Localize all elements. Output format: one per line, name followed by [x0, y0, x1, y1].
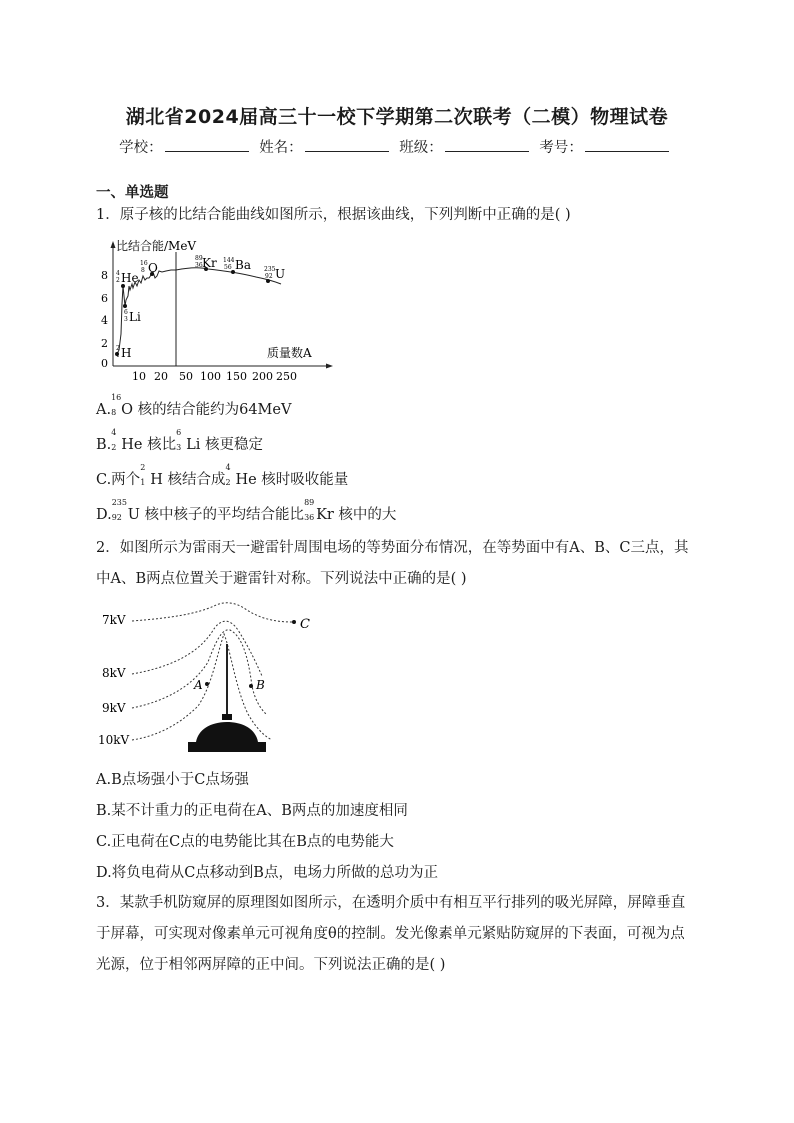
u-z: 92 [265, 273, 273, 280]
y-axis-label: 比结合能/MeV [116, 239, 197, 253]
q1-stem: 1．原子核的比结合能曲线如图所示，根据该曲线，下列判断中正确的是( ) [96, 207, 571, 223]
h-z: 1 [116, 352, 120, 359]
he-z: 2 [116, 277, 120, 284]
student-info-line [0, 136, 794, 157]
o-mass: 16 [140, 260, 148, 267]
q1-option-d[interactable]: D. 235 92 U 核中核子的平均结合能比 89 36 Kr 核中的大 [96, 498, 397, 523]
kr-mass: 89 [195, 255, 203, 262]
label-a: A [194, 678, 203, 692]
equipotential-8kv [132, 621, 262, 676]
q2-option-c[interactable]: C.正电荷在C点的电势能比其在B点的电势能大 [96, 834, 394, 850]
x-tick: 200 [252, 370, 273, 383]
kr-label: Kr [202, 256, 217, 270]
binding-energy-curve [117, 268, 281, 354]
name-blank[interactable] [305, 137, 389, 152]
y-tick: 8 [101, 269, 108, 282]
q1-option-c[interactable]: C.两个 2 1 H 核结合成 4 2 He 核时吸收能量 [96, 463, 349, 488]
x-axis-label: 质量数A [267, 346, 312, 360]
x-tick: 50 [179, 370, 193, 383]
label-8kv: 8kV [102, 666, 126, 680]
x-tick: 100 [200, 370, 221, 383]
label-7kv: 7kV [102, 613, 126, 627]
li-z: 3 [124, 316, 128, 323]
u-label: U [275, 267, 286, 281]
u-mass: 235 [264, 266, 276, 273]
q1-option-a[interactable]: A. 16 8 O 核的结合能约为64MeV [96, 393, 292, 418]
point-c [292, 620, 296, 624]
point-li6 [123, 304, 127, 308]
ba-label: Ba [235, 258, 251, 272]
lightning-rod-figure [96, 596, 336, 760]
kr-z: 36 [195, 262, 203, 269]
exam-title: 湖北省2024届高三十一校下学期第二次联考（二模）物理试卷 [125, 106, 669, 128]
x-axis-arrow [326, 364, 333, 369]
x-tick: 150 [226, 370, 247, 383]
he-label: He [121, 271, 139, 285]
section-heading: 一、单选题 [96, 185, 169, 201]
q2-option-b[interactable]: B.某不计重力的正电荷在A、B两点的加速度相同 [96, 803, 408, 819]
he-mass: 4 [116, 270, 120, 277]
y-tick: 0 [101, 357, 108, 370]
label-10kv: 10kV [98, 733, 130, 747]
binding-energy-chart [96, 238, 336, 386]
y-axis-arrow [111, 241, 116, 248]
x-tick: 20 [154, 370, 168, 383]
ba-z: 56 [224, 264, 232, 271]
x-tick: 250 [276, 370, 297, 383]
o-z: 8 [141, 267, 145, 274]
exam-number-label: 考号： [539, 140, 583, 156]
ba-mass: 144 [223, 257, 235, 264]
dome [196, 722, 258, 742]
q2-option-a[interactable]: A.B点场强小于C点场强 [96, 772, 249, 788]
label-9kv: 9kV [102, 701, 126, 715]
point-b [249, 684, 253, 688]
rod-base [222, 714, 232, 720]
q2-option-d[interactable]: D.将负电荷从C点移动到B点，电场力所做的总功为正 [96, 865, 438, 881]
class-blank[interactable] [445, 137, 529, 152]
label-b: B [256, 678, 265, 692]
y-tick: 4 [101, 314, 108, 327]
name-label: 姓名： [259, 140, 303, 156]
equipotential-7kv [132, 603, 292, 622]
point-a [205, 682, 209, 686]
label-c: C [300, 617, 310, 632]
y-tick: 2 [101, 337, 108, 350]
class-label: 班级： [399, 140, 443, 156]
y-tick: 6 [101, 292, 108, 305]
q3-stem: 3．某款手机防窥屏的原理图如图所示，在透明介质中有相互平行排列的吸光屏障，屏障垂直于屏幕，可实现对像素单元可视角度θ的控制。发光像素单元紧贴防窥屏的下表面，可视为点光源，位于相邻两屏障的正中间。下列说法正确的是( ) [96, 895, 686, 973]
school-blank[interactable] [165, 137, 249, 152]
x-tick: 10 [132, 370, 146, 383]
li-label: Li [129, 310, 141, 324]
h-mass: 2 [116, 345, 120, 352]
ground-base [188, 742, 266, 752]
o-label: O [148, 261, 158, 275]
exam-number-blank[interactable] [585, 137, 669, 152]
li-mass: 6 [124, 309, 128, 316]
q2-stem: 2．如图所示为雷雨天一避雷针周围电场的等势面分布情况，在等势面中有A、B、C三点，其中A、B两点位置关于避雷针对称。下列说法中正确的是( ) [96, 540, 689, 587]
q1-option-b[interactable]: B. 4 2 He 核比 6 3 Li 核更稳定 [96, 428, 263, 453]
h-label: H [121, 346, 132, 360]
school-label: 学校： [119, 140, 163, 156]
